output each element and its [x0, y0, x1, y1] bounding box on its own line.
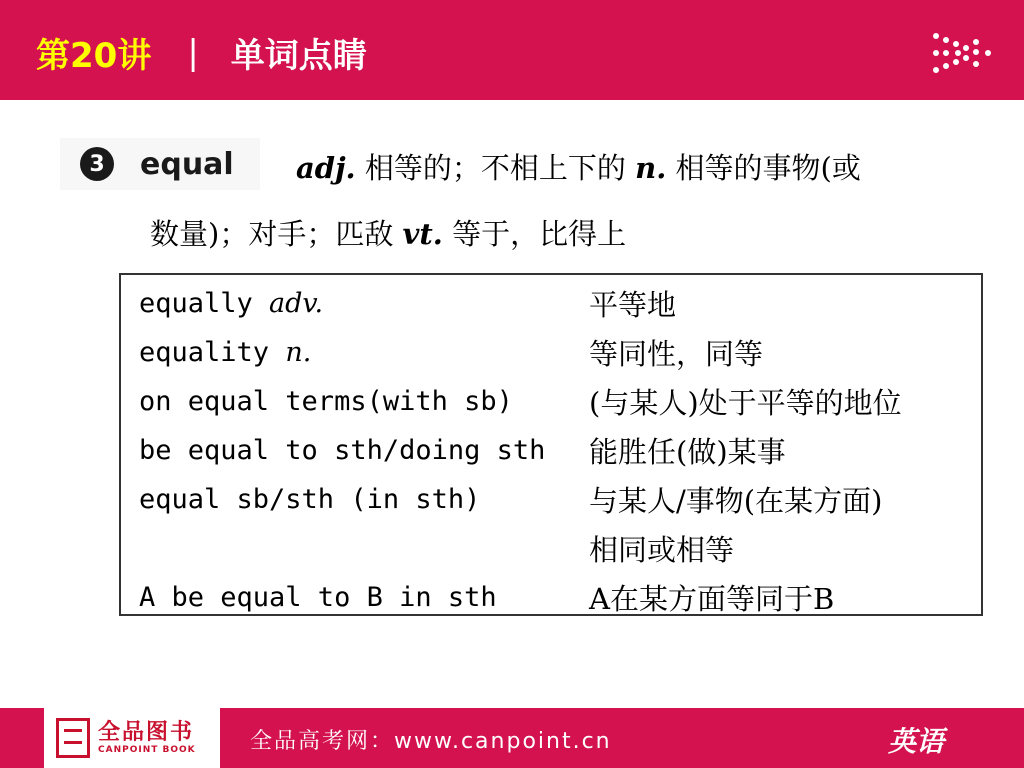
table-row: [139, 377, 902, 426]
pos-n: n.: [635, 151, 667, 185]
phrase-en: A be equal to B in sth: [139, 582, 497, 613]
n-meaning-part1: 相等的事物(或: [666, 151, 861, 185]
definition-line-1: [296, 146, 861, 187]
header-bar: [0, 0, 1024, 100]
phrase-zh: 能胜任(做)某事: [589, 435, 786, 469]
adj-meaning: 相等的；不相上下的: [355, 151, 636, 185]
lesson-number: 第20讲: [36, 36, 152, 76]
title-separator: |: [187, 32, 199, 73]
table-row: [139, 279, 676, 328]
header-title: [36, 28, 367, 77]
phrase-zh: 与某人/事物(在某方面): [589, 484, 883, 518]
phrase-table: [119, 273, 983, 616]
phrase-zh: (与某人)处于平等的地位: [589, 386, 902, 420]
table-row: [139, 426, 786, 475]
phrase-zh: A在某方面等同于B: [589, 582, 835, 616]
table-row: [139, 475, 882, 524]
headword-card: [60, 138, 260, 190]
table-row: [139, 524, 734, 573]
phrase-en: on equal terms(with sb): [139, 386, 513, 417]
logo-en-text: CANPOINT BOOK: [98, 745, 196, 755]
vt-meaning: 等于，比得上: [442, 217, 627, 251]
website-link[interactable]: 全品高考网：www.canpoint.cn: [250, 729, 612, 754]
definition-line-2: [150, 212, 626, 253]
phrase-en: equally adv.: [139, 288, 324, 319]
entry-number-badge: 3: [80, 147, 114, 181]
phrase-en: be equal to sth/doing sth: [139, 435, 546, 466]
phrase-en: equal sb/sth (in sth): [139, 484, 481, 515]
table-row: [139, 328, 763, 377]
section-title: 单词点睛: [230, 36, 367, 76]
phrase-zh: 平等地: [589, 288, 677, 322]
dots-logo-icon: [932, 32, 994, 74]
canpoint-logo: [44, 708, 220, 768]
canpoint-logo-icon: [56, 718, 90, 758]
table-row: [139, 573, 834, 622]
phrase-zh: 等同性，同等: [589, 337, 764, 371]
phrase-zh: 相同或相等: [589, 533, 735, 567]
footer-bar: [0, 708, 1024, 768]
logo-cn-text: 全品图书: [98, 720, 195, 745]
pos-adj: adj.: [296, 151, 356, 185]
subject-label: 英语: [888, 725, 945, 758]
headword: equal: [140, 146, 234, 182]
phrase-en: equality n.: [139, 337, 312, 368]
n-meaning-part2: 数量)；对手；匹敌: [150, 217, 403, 251]
pos-vt: vt.: [402, 217, 443, 251]
